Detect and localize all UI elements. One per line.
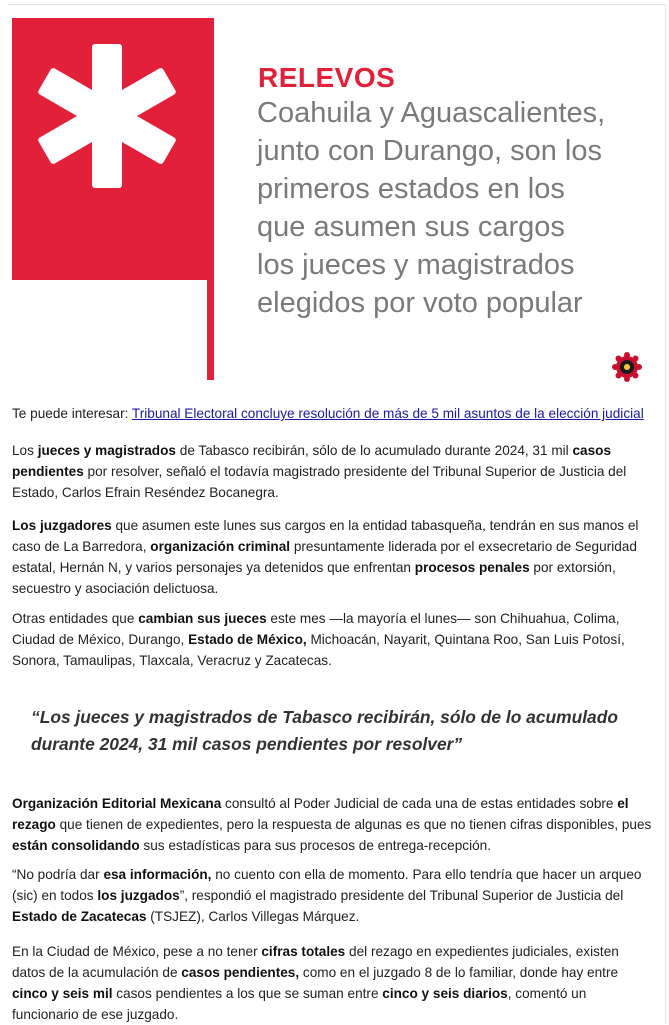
headline-line: que asumen sus cargos	[257, 211, 565, 243]
text: sus estadísticas para sus procesos de entrega-recepción.	[139, 838, 492, 853]
text: casos pendientes a los que se suman entre	[112, 986, 383, 1001]
text: de Tabasco recibirán, sólo de lo acumulado durante 2024, 31 mil	[175, 443, 573, 458]
bold-text: Estado de Zacatecas	[12, 909, 147, 924]
bold-text: cambian sus jueces	[138, 611, 267, 626]
text: por extorsión, secuestro y asociación delictuosa.	[12, 560, 616, 596]
text: ”, respondió el magistrado presidente del Tribunal Superior de Justicia del	[179, 888, 624, 903]
text: presuntamente liderada por el exsecretario de Seguridad estatal, Hernán N, y varios personajes ya detenidos que enfrentan	[12, 539, 637, 575]
relevos-banner	[0, 0, 669, 392]
text: (TSJEZ), Carlos Villegas Márquez.	[146, 909, 360, 924]
asterisk-icon	[22, 34, 192, 204]
interest-link[interactable]: Tribunal Electoral concluye resolución de más de 5 mil asuntos de la elección judicial	[131, 406, 644, 421]
headline-line: elegidos por voto popular	[257, 287, 583, 319]
pull-quote: “Los jueces y magistrados de Tabasco recibirán, sólo de lo acumulado durante 2024, 31 mil casos pendientes por resolver”	[31, 707, 618, 754]
paragraph-6	[12, 941, 652, 1025]
bold-text: cinco y seis mil	[12, 986, 113, 1001]
bold-text: están consolidando	[12, 838, 140, 853]
bold-text: organización criminal	[150, 539, 291, 554]
paragraph-2	[12, 515, 652, 599]
banner-headline	[257, 94, 657, 322]
bold-text: casos pendientes	[12, 443, 612, 479]
interest-line	[12, 403, 652, 424]
bold-text: Los juzgadores	[12, 518, 112, 533]
text: , comentó un funcionario de ese juzgado.	[12, 986, 587, 1022]
badge-logo-icon	[612, 352, 642, 382]
bold-text: jueces y magistrados	[37, 443, 176, 458]
paragraph-5	[12, 864, 652, 927]
bold-text: esa información,	[103, 867, 212, 882]
headline-line: primeros estados en los	[257, 173, 565, 205]
bold-text: cinco y seis diarios	[382, 986, 508, 1001]
headline-line: los jueces y magistrados	[257, 249, 575, 281]
bold-text: Organización Editorial Mexicana	[12, 796, 222, 811]
headline-line: junto con Durango, son los	[257, 135, 602, 167]
paragraph-3	[12, 608, 652, 671]
text: Otras entidades que	[12, 611, 139, 626]
text: como en el juzgado 8 de lo familiar, donde hay entre	[299, 965, 619, 980]
text: “No podría dar	[12, 867, 104, 882]
text: no cuento con ella de momento. Para ello tendría que hacer un arqueo (sic) en todos	[12, 867, 642, 903]
bold-text: casos pendientes,	[181, 965, 300, 980]
section-title: RELEVOS	[258, 62, 396, 93]
text: que asumen este lunes sus cargos en la entidad tabasqueña, tendrán en sus manos el caso de La Barredora,	[12, 518, 639, 554]
bold-text: Estado de México,	[188, 632, 307, 647]
bold-text: procesos penales	[414, 560, 530, 575]
text: Michoacán, Nayarit, Quintana Roo, San Luis Potosí, Sonora, Tamaulipas, Tlaxcala, Veracruz y Zacatecas.	[12, 632, 625, 668]
red-flag	[12, 18, 214, 280]
text: que tienen de expedientes, pero la respuesta de algunas es que no tienen cifras disponibles, pues	[55, 817, 652, 832]
text: En la Ciudad de México, pese a no tener	[12, 944, 262, 959]
paragraph-4	[12, 793, 652, 856]
bold-text: los juzgados	[97, 888, 180, 903]
flag-pole	[207, 270, 214, 380]
paragraph-1	[12, 440, 652, 503]
text: consultó al Poder Judicial de cada una de estas entidades sobre	[221, 796, 618, 811]
text: Los	[12, 443, 38, 458]
bold-text: cifras totales	[261, 944, 346, 959]
bold-text: el rezago	[12, 796, 629, 832]
text: este mes —la mayoría el lunes— son Chihuahua, Colima, Ciudad de México, Durango,	[12, 611, 620, 647]
text: del rezago en expedientes judiciales, existen datos de la acumulación de	[12, 944, 619, 980]
headline-line: Coahuila y Aguascalientes,	[257, 97, 606, 129]
interest-prefix: Te puede interesar:	[12, 406, 132, 421]
text: por resolver, señaló el todavía magistrado presidente del Tribunal Superior de Justicia del Estado, Carlos Efrain Reséndez Bocanegra.	[12, 464, 627, 500]
